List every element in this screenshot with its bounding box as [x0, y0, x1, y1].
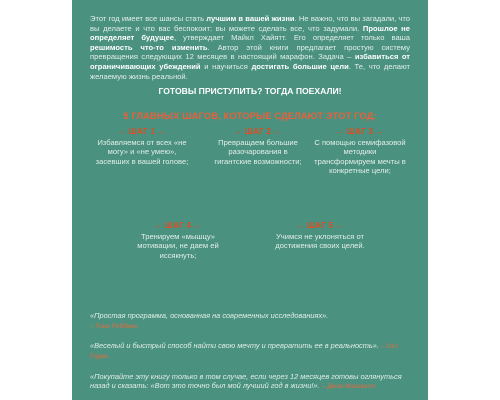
quote-3-text: «Покупайте эту книгу только в том случае, если через 12 месяцев готовы оглянуться назад и сказать: «Вот это точно был мой лучший год в жизни!». [90, 371, 402, 391]
intro-bold-past: Прошлое не определяет будущее [90, 23, 410, 43]
quote-3 [90, 372, 410, 392]
step-3-text: С помощью семифазовой методики трансформируем мечты в конкретные цели; [314, 138, 406, 175]
quote-1 [90, 311, 410, 331]
intro-bold-best-year: лучшим в вашей жизни [206, 14, 295, 23]
intro-bold-determination: решимость что-то изменить [90, 42, 208, 52]
quote-3-author: – Джон Максвелл [321, 383, 376, 391]
step-4-text: Тренируем «мышцу» мотивации, не даем ей иссякнуть; [137, 232, 219, 260]
step-1-label: → ШАГ 1 ← [117, 127, 167, 137]
intro-text-4: , утверждает Майкл Хайятт. Его определяет только ваша [173, 33, 410, 43]
intro-text-1: Этот год имеет все шансы стать [90, 14, 207, 23]
step-2-text: Превращаем большие разочарования в гигантские возможности; [214, 138, 302, 166]
intro-text-3: можете сделать все, что задумали. [228, 23, 363, 33]
step-5 [272, 221, 368, 250]
book-back-cover [72, 0, 428, 400]
step-5-text: Учимся не уклоняться от достижения своих целей. [275, 232, 365, 251]
intro-text-6: и научиться [200, 61, 252, 71]
intro-text-7: . Те, что делают желаемую жизнь реальной. [90, 61, 410, 81]
quote-1-author: – Тони Роббинс [90, 322, 138, 330]
step-5-label: → ШАГ 5 ← [295, 221, 345, 231]
quote-1-text: «Простая программа, основанная на современных исследованиях». [90, 311, 329, 321]
intro-text-2: . Не важно, что вы загадали, что вы делаете и что вас беспокоит: вы [90, 14, 411, 33]
steps-grid [90, 127, 410, 303]
step-3 [312, 127, 408, 175]
call-to-action: ГОТОВЫ ПРИСТУПИТЬ? ТОГДА ПОЕХАЛИ! [158, 86, 342, 97]
step-4 [130, 221, 226, 260]
quote-2-text: «Веселый и быстрый способ найти свою мечту и превратить ее в реальность». [90, 340, 379, 350]
intro-bold-goals: достигать большие цели [251, 61, 349, 71]
quote-2-author: – Сет Годин [90, 342, 398, 361]
intro-text-5: . Автор этой книги предлагает простую систему превращения следующих 12 месяцев в настоящий марафон. Задача – [90, 42, 411, 62]
step-2-label: → ШАГ 2 ← [233, 127, 283, 137]
intro-bold-beliefs: избавиться от ограничивающих убеждений [90, 52, 410, 71]
intro-paragraph [90, 14, 410, 81]
step-1 [94, 127, 190, 166]
quote-2 [90, 341, 410, 362]
step-2 [210, 127, 306, 166]
step-3-label: → ШАГ 3 ← [335, 127, 385, 137]
step-1-text: Избавляемся от всех «не могу» и «не умею», засевших в вашей голове; [95, 138, 189, 166]
step-4-label: → ШАГ 4 ← [153, 221, 203, 231]
steps-heading: 5 ГЛАВНЫХ ШАГОВ, КОТОРЫЕ СДЕЛАЮТ ЭТОТ ГОД: [123, 110, 377, 122]
